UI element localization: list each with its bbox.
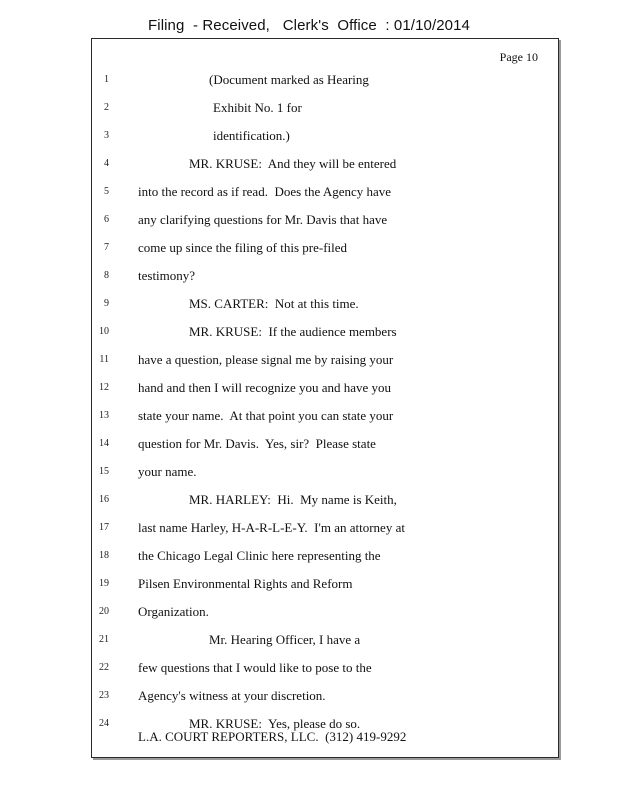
line-number: 13 bbox=[99, 410, 109, 421]
line-text: Organization. bbox=[138, 604, 209, 619]
line-text: question for Mr. Davis. Yes, sir? Please state bbox=[138, 436, 376, 451]
line-text: MS. CARTER: Not at this time. bbox=[189, 296, 359, 311]
line-number: 14 bbox=[99, 438, 109, 449]
line-text: (Document marked as Hearing bbox=[209, 72, 369, 87]
line-text: Mr. Hearing Officer, I have a bbox=[209, 632, 361, 647]
transcript-line bbox=[92, 294, 558, 314]
line-text: your name. bbox=[138, 464, 197, 479]
line-number: 22 bbox=[99, 662, 109, 673]
line-number: 17 bbox=[99, 522, 109, 533]
line-number: 21 bbox=[99, 634, 109, 645]
transcript-line bbox=[92, 70, 558, 90]
line-text: last name Harley, H-A-R-L-E-Y. I'm an attorney at bbox=[138, 520, 405, 535]
transcript-line bbox=[92, 602, 558, 622]
line-number: 23 bbox=[99, 690, 109, 701]
line-number: 3 bbox=[104, 130, 109, 141]
transcript-page bbox=[91, 38, 559, 758]
line-number: 1 bbox=[104, 74, 109, 85]
transcript-line bbox=[92, 490, 558, 510]
line-text: any clarifying questions for Mr. Davis that have bbox=[138, 212, 388, 227]
line-number: 7 bbox=[104, 242, 109, 253]
line-text: MR. KRUSE: Yes, please do so. bbox=[189, 716, 361, 731]
line-text: state your name. At that point you can state your bbox=[138, 408, 394, 423]
transcript-line bbox=[92, 630, 558, 650]
line-text: hand and then I will recognize you and have you bbox=[138, 380, 392, 395]
line-number: 10 bbox=[99, 326, 109, 337]
line-text: MR. HARLEY: Hi. My name is Keith, bbox=[189, 492, 397, 507]
line-text: Agency's witness at your discretion. bbox=[138, 688, 326, 703]
line-number: 4 bbox=[104, 158, 109, 169]
line-text: testimony? bbox=[138, 268, 196, 283]
line-number: 19 bbox=[99, 578, 109, 589]
transcript-line bbox=[92, 574, 558, 594]
transcript-line bbox=[92, 182, 558, 202]
line-number: 20 bbox=[99, 606, 109, 617]
line-text: Exhibit No. 1 for bbox=[213, 100, 302, 115]
line-text: Pilsen Environmental Rights and Reform bbox=[138, 576, 353, 591]
line-number: 11 bbox=[99, 354, 109, 365]
transcript-line bbox=[92, 98, 558, 118]
transcript-line bbox=[92, 154, 558, 174]
line-number: 5 bbox=[104, 186, 109, 197]
transcript-line bbox=[92, 238, 558, 258]
reporter-footer: L.A. COURT REPORTERS, LLC. (312) 419-9292 bbox=[138, 729, 407, 744]
transcript-line bbox=[92, 546, 558, 566]
transcript-line bbox=[92, 126, 558, 146]
transcript-line bbox=[92, 322, 558, 342]
line-number: 16 bbox=[99, 494, 109, 505]
line-text: into the record as if read. Does the Agency have bbox=[138, 184, 392, 199]
line-text: few questions that I would like to pose to the bbox=[138, 660, 372, 675]
line-number: 24 bbox=[99, 718, 109, 729]
line-number: 6 bbox=[104, 214, 109, 225]
transcript-line bbox=[92, 210, 558, 230]
line-text: MR. KRUSE: And they will be entered bbox=[189, 156, 397, 171]
line-text: the Chicago Legal Clinic here representing the bbox=[138, 548, 381, 563]
transcript-line bbox=[92, 266, 558, 286]
transcript-line bbox=[92, 350, 558, 370]
line-number: 9 bbox=[104, 298, 109, 309]
line-text: identification.) bbox=[213, 128, 290, 143]
transcript-line bbox=[92, 518, 558, 538]
transcript-line bbox=[92, 462, 558, 482]
transcript-line bbox=[92, 434, 558, 454]
line-number: 2 bbox=[104, 102, 109, 113]
transcript-line bbox=[92, 658, 558, 678]
transcript-line bbox=[92, 686, 558, 706]
line-number: 12 bbox=[99, 382, 109, 393]
transcript-line bbox=[92, 378, 558, 398]
line-number: 18 bbox=[99, 550, 109, 561]
filing-stamp: Filing - Received, Clerk's Office : 01/10/2014 bbox=[148, 17, 470, 34]
line-text: come up since the filing of this pre-filed bbox=[138, 240, 348, 255]
line-text: have a question, please signal me by raising your bbox=[138, 352, 394, 367]
transcript-line bbox=[92, 406, 558, 426]
line-number: 15 bbox=[99, 466, 109, 477]
line-text: MR. KRUSE: If the audience members bbox=[189, 324, 397, 339]
page-number: Page 10 bbox=[499, 50, 538, 64]
line-number: 8 bbox=[104, 270, 109, 281]
